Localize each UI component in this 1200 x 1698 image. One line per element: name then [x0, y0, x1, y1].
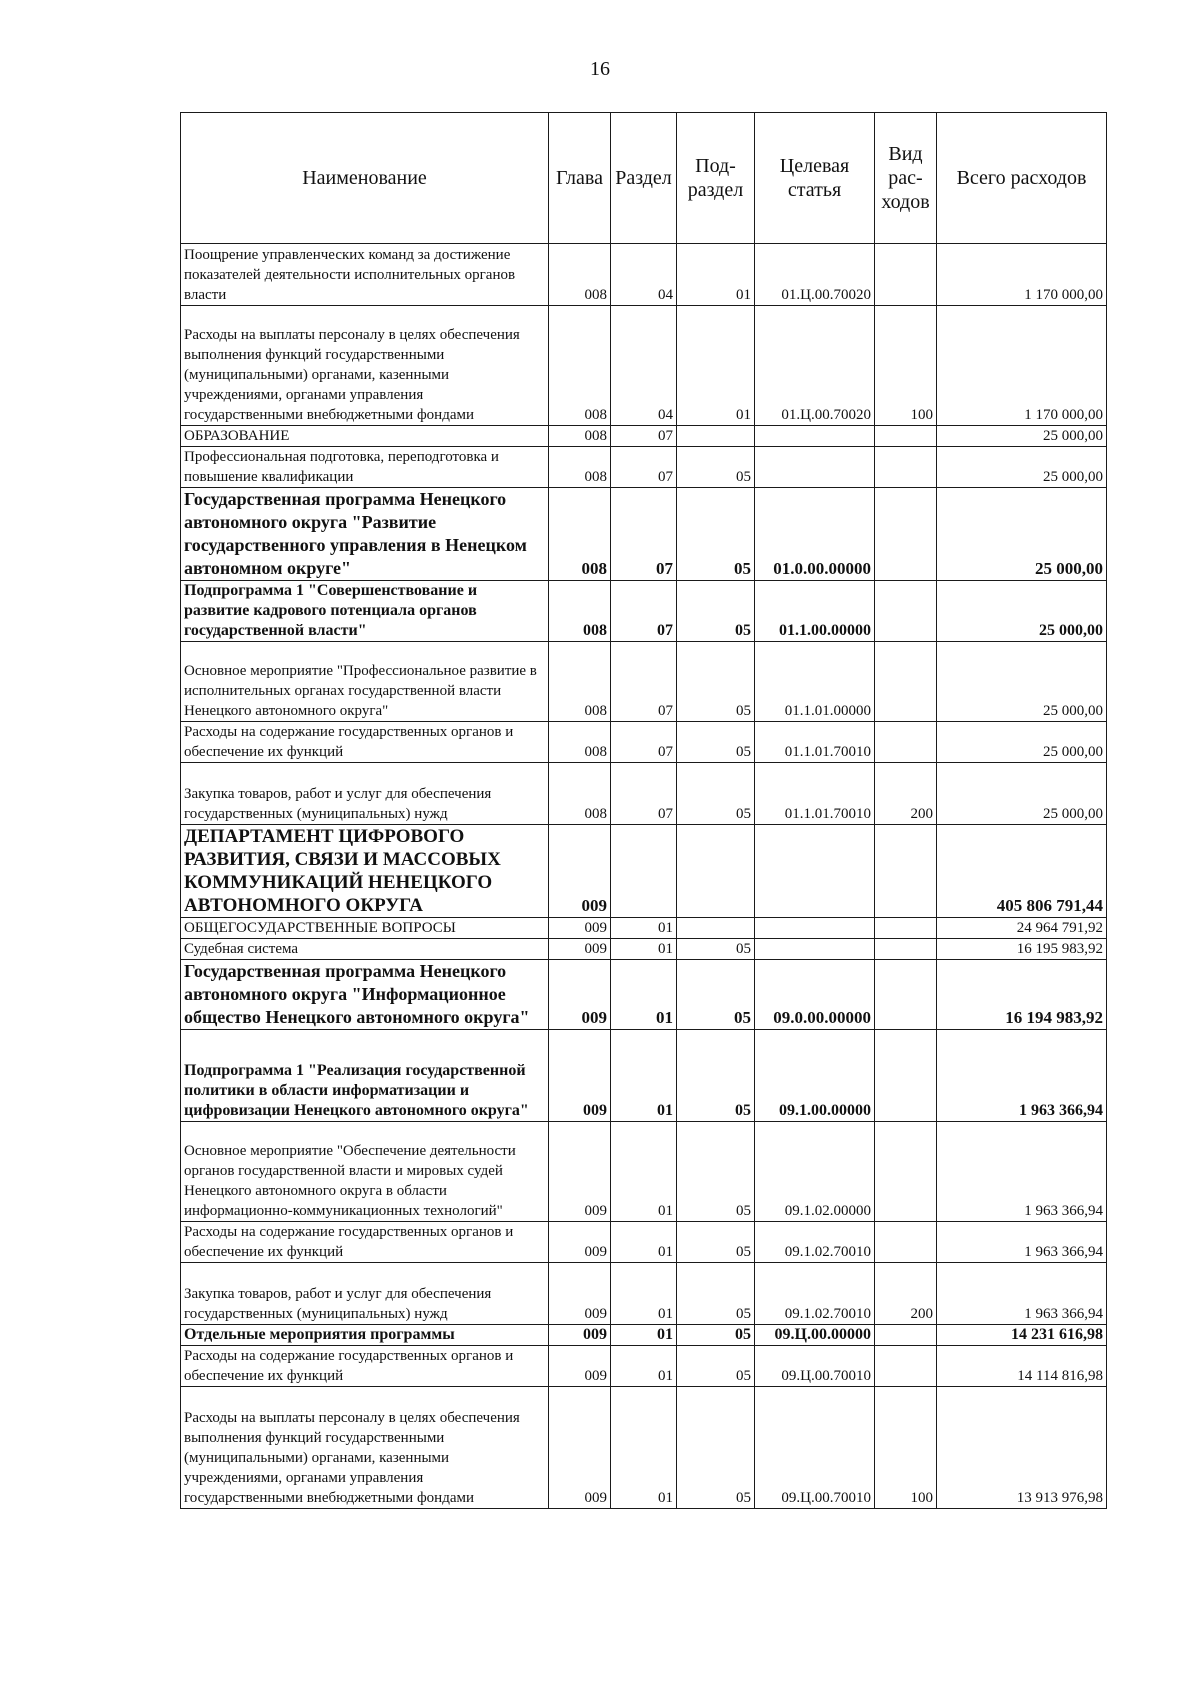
table-row	[181, 244, 1107, 306]
row-statya: 01.1.01.70010	[755, 763, 875, 825]
row-name: ОБЩЕГОСУДАРСТВЕННЫЕ ВОПРОСЫ	[181, 918, 549, 939]
row-statya	[755, 447, 875, 488]
row-glava: 009	[549, 1222, 611, 1263]
row-total: 1 963 366,94	[937, 1030, 1107, 1122]
row-name: Подпрограмма 1 "Реализация государственной политики в области информатизации и цифровизации Ненецкого автономного округа"	[181, 1030, 549, 1122]
row-razdel: 01	[611, 1222, 677, 1263]
row-glava: 009	[549, 1030, 611, 1122]
row-vid	[875, 939, 937, 960]
row-glava: 008	[549, 447, 611, 488]
row-vid	[875, 1222, 937, 1263]
row-razdel: 07	[611, 426, 677, 447]
table-header-row	[181, 113, 1107, 244]
row-razdel: 07	[611, 722, 677, 763]
header-razdel: Раздел	[611, 113, 677, 244]
table-row	[181, 1030, 1107, 1122]
row-total: 405 806 791,44	[937, 825, 1107, 918]
row-razdel: 01	[611, 960, 677, 1030]
row-podrazdel: 05	[677, 960, 755, 1030]
header-statya: Целевая статья	[755, 113, 875, 244]
row-glava: 009	[549, 1122, 611, 1222]
row-vid	[875, 918, 937, 939]
row-glava: 008	[549, 488, 611, 581]
row-total: 25 000,00	[937, 581, 1107, 642]
row-glava: 008	[549, 244, 611, 306]
row-name: Закупка товаров, работ и услуг для обеспечения государственных (муниципальных) нужд	[181, 763, 549, 825]
table-row	[181, 306, 1107, 426]
row-glava: 008	[549, 581, 611, 642]
row-podrazdel: 05	[677, 939, 755, 960]
header-glava: Глава	[549, 113, 611, 244]
header-vid: Вид рас-ходов	[875, 113, 937, 244]
row-statya	[755, 918, 875, 939]
table-row	[181, 1122, 1107, 1222]
table-row	[181, 918, 1107, 939]
row-total: 1 963 366,94	[937, 1263, 1107, 1325]
row-razdel	[611, 825, 677, 918]
row-glava: 009	[549, 918, 611, 939]
table-row	[181, 939, 1107, 960]
row-razdel: 07	[611, 763, 677, 825]
row-vid	[875, 642, 937, 722]
row-total: 1 170 000,00	[937, 306, 1107, 426]
table-row	[181, 1263, 1107, 1325]
row-glava: 009	[549, 960, 611, 1030]
row-name: Поощрение управленческих команд за достижение показателей деятельности исполнительных органов власти	[181, 244, 549, 306]
row-total: 14 114 816,98	[937, 1346, 1107, 1387]
row-statya: 09.0.00.00000	[755, 960, 875, 1030]
row-glava: 008	[549, 306, 611, 426]
row-name: Судебная система	[181, 939, 549, 960]
row-name: Основное мероприятие "Профессиональное развитие в исполнительных органах государственной власти Ненецкого автономного округа"	[181, 642, 549, 722]
row-vid	[875, 1122, 937, 1222]
row-vid	[875, 960, 937, 1030]
row-total: 24 964 791,92	[937, 918, 1107, 939]
row-glava: 008	[549, 722, 611, 763]
table-row	[181, 1387, 1107, 1509]
row-glava: 008	[549, 642, 611, 722]
row-statya: 09.1.02.70010	[755, 1222, 875, 1263]
row-statya: 09.Ц.00.70010	[755, 1346, 875, 1387]
row-glava: 009	[549, 1263, 611, 1325]
row-razdel: 01	[611, 1030, 677, 1122]
row-name: Государственная программа Ненецкого автономного округа "Развитие государственного управления в Ненецком автономном округе"	[181, 488, 549, 581]
row-podrazdel: 05	[677, 1325, 755, 1346]
row-podrazdel: 05	[677, 1030, 755, 1122]
row-podrazdel	[677, 426, 755, 447]
row-podrazdel: 01	[677, 244, 755, 306]
row-statya: 01.Ц.00.70020	[755, 244, 875, 306]
row-razdel: 01	[611, 1346, 677, 1387]
row-name: Закупка товаров, работ и услуг для обеспечения государственных (муниципальных) нужд	[181, 1263, 549, 1325]
row-vid	[875, 581, 937, 642]
row-glava: 009	[549, 939, 611, 960]
row-vid	[875, 244, 937, 306]
row-glava: 008	[549, 426, 611, 447]
row-statya: 09.1.02.70010	[755, 1263, 875, 1325]
row-vid: 100	[875, 306, 937, 426]
row-statya: 09.1.02.00000	[755, 1122, 875, 1222]
row-glava: 009	[549, 1325, 611, 1346]
row-podrazdel: 05	[677, 1222, 755, 1263]
header-name: Наименование	[181, 113, 549, 244]
row-statya	[755, 939, 875, 960]
row-podrazdel: 05	[677, 581, 755, 642]
row-podrazdel: 05	[677, 1122, 755, 1222]
table-row	[181, 581, 1107, 642]
row-total: 1 963 366,94	[937, 1222, 1107, 1263]
row-name: Отдельные мероприятия программы	[181, 1325, 549, 1346]
row-total: 25 000,00	[937, 642, 1107, 722]
row-vid	[875, 1346, 937, 1387]
header-total: Всего расходов	[937, 113, 1107, 244]
row-statya: 01.0.00.00000	[755, 488, 875, 581]
row-statya: 09.1.00.00000	[755, 1030, 875, 1122]
row-total: 1 170 000,00	[937, 244, 1107, 306]
row-vid	[875, 825, 937, 918]
row-name: Основное мероприятие "Обеспечение деятельности органов государственной власти и мировых судей Ненецкого автономного округа в области информационно-коммуникационных технологий"	[181, 1122, 549, 1222]
table-row	[181, 825, 1107, 918]
row-name: Подпрограмма 1 "Совершенствование и развитие кадрового потенциала органов государственной власти"	[181, 581, 549, 642]
row-glava: 009	[549, 1387, 611, 1509]
row-podrazdel	[677, 918, 755, 939]
table-row	[181, 1325, 1107, 1346]
row-podrazdel: 05	[677, 1346, 755, 1387]
row-name: Расходы на содержание государственных органов и обеспечение их функций	[181, 722, 549, 763]
row-statya: 01.1.00.00000	[755, 581, 875, 642]
row-total: 13 913 976,98	[937, 1387, 1107, 1509]
table-row	[181, 1346, 1107, 1387]
row-podrazdel: 05	[677, 642, 755, 722]
row-vid	[875, 488, 937, 581]
row-statya: 01.1.01.70010	[755, 722, 875, 763]
budget-table-wrapper	[180, 112, 1106, 1509]
header-podrazdel: Под-раздел	[677, 113, 755, 244]
row-vid	[875, 447, 937, 488]
table-body	[181, 244, 1107, 1509]
row-total: 25 000,00	[937, 763, 1107, 825]
row-vid: 100	[875, 1387, 937, 1509]
row-vid	[875, 1030, 937, 1122]
row-statya	[755, 825, 875, 918]
row-name: Государственная программа Ненецкого автономного округа "Информационное общество Ненецкого автономного округа"	[181, 960, 549, 1030]
row-name: Расходы на содержание государственных органов и обеспечение их функций	[181, 1346, 549, 1387]
row-name: Профессиональная подготовка, переподготовка и повышение квалификации	[181, 447, 549, 488]
row-total: 1 963 366,94	[937, 1122, 1107, 1222]
row-podrazdel: 05	[677, 447, 755, 488]
row-total: 25 000,00	[937, 722, 1107, 763]
table-row	[181, 763, 1107, 825]
row-total: 25 000,00	[937, 488, 1107, 581]
row-razdel: 01	[611, 1387, 677, 1509]
row-podrazdel	[677, 825, 755, 918]
row-total: 25 000,00	[937, 426, 1107, 447]
row-statya: 09.Ц.00.00000	[755, 1325, 875, 1346]
row-name: Расходы на выплаты персоналу в целях обеспечения выполнения функций государственными (муниципальными) органами, казенными учреждениями, органами управления государственными внебюджетными фондами	[181, 306, 549, 426]
row-vid	[875, 426, 937, 447]
row-glava: 009	[549, 1346, 611, 1387]
row-podrazdel: 05	[677, 763, 755, 825]
row-razdel: 04	[611, 306, 677, 426]
row-razdel: 01	[611, 1325, 677, 1346]
row-glava: 008	[549, 763, 611, 825]
row-razdel: 04	[611, 244, 677, 306]
table-row	[181, 447, 1107, 488]
row-podrazdel: 01	[677, 306, 755, 426]
row-razdel: 07	[611, 447, 677, 488]
row-statya: 09.Ц.00.70010	[755, 1387, 875, 1509]
row-razdel: 01	[611, 918, 677, 939]
row-total: 16 195 983,92	[937, 939, 1107, 960]
page-number: 16	[590, 58, 610, 80]
row-razdel: 01	[611, 1122, 677, 1222]
row-podrazdel: 05	[677, 722, 755, 763]
row-vid	[875, 1325, 937, 1346]
table-row	[181, 488, 1107, 581]
row-podrazdel: 05	[677, 488, 755, 581]
table-row	[181, 642, 1107, 722]
table-row	[181, 1222, 1107, 1263]
table-row	[181, 722, 1107, 763]
row-statya: 01.Ц.00.70020	[755, 306, 875, 426]
row-vid: 200	[875, 763, 937, 825]
row-razdel: 07	[611, 642, 677, 722]
row-total: 14 231 616,98	[937, 1325, 1107, 1346]
row-razdel: 01	[611, 939, 677, 960]
row-name: Расходы на содержание государственных органов и обеспечение их функций	[181, 1222, 549, 1263]
row-razdel: 07	[611, 581, 677, 642]
row-razdel: 01	[611, 1263, 677, 1325]
row-glava: 009	[549, 825, 611, 918]
budget-table	[180, 112, 1107, 1509]
row-razdel: 07	[611, 488, 677, 581]
table-row	[181, 426, 1107, 447]
row-total: 16 194 983,92	[937, 960, 1107, 1030]
row-vid	[875, 722, 937, 763]
row-podrazdel: 05	[677, 1263, 755, 1325]
row-statya: 01.1.01.00000	[755, 642, 875, 722]
row-podrazdel: 05	[677, 1387, 755, 1509]
row-name: ДЕПАРТАМЕНТ ЦИФРОВОГО РАЗВИТИЯ, СВЯЗИ И МАССОВЫХ КОММУНИКАЦИЙ НЕНЕЦКОГО АВТОНОМНОГО ОКРУГА	[181, 825, 549, 918]
table-row	[181, 960, 1107, 1030]
row-total: 25 000,00	[937, 447, 1107, 488]
row-vid: 200	[875, 1263, 937, 1325]
row-name: Расходы на выплаты персоналу в целях обеспечения выполнения функций государственными (муниципальными) органами, казенными учреждениями, органами управления государственными внебюджетными фондами	[181, 1387, 549, 1509]
row-statya	[755, 426, 875, 447]
row-name: ОБРАЗОВАНИЕ	[181, 426, 549, 447]
